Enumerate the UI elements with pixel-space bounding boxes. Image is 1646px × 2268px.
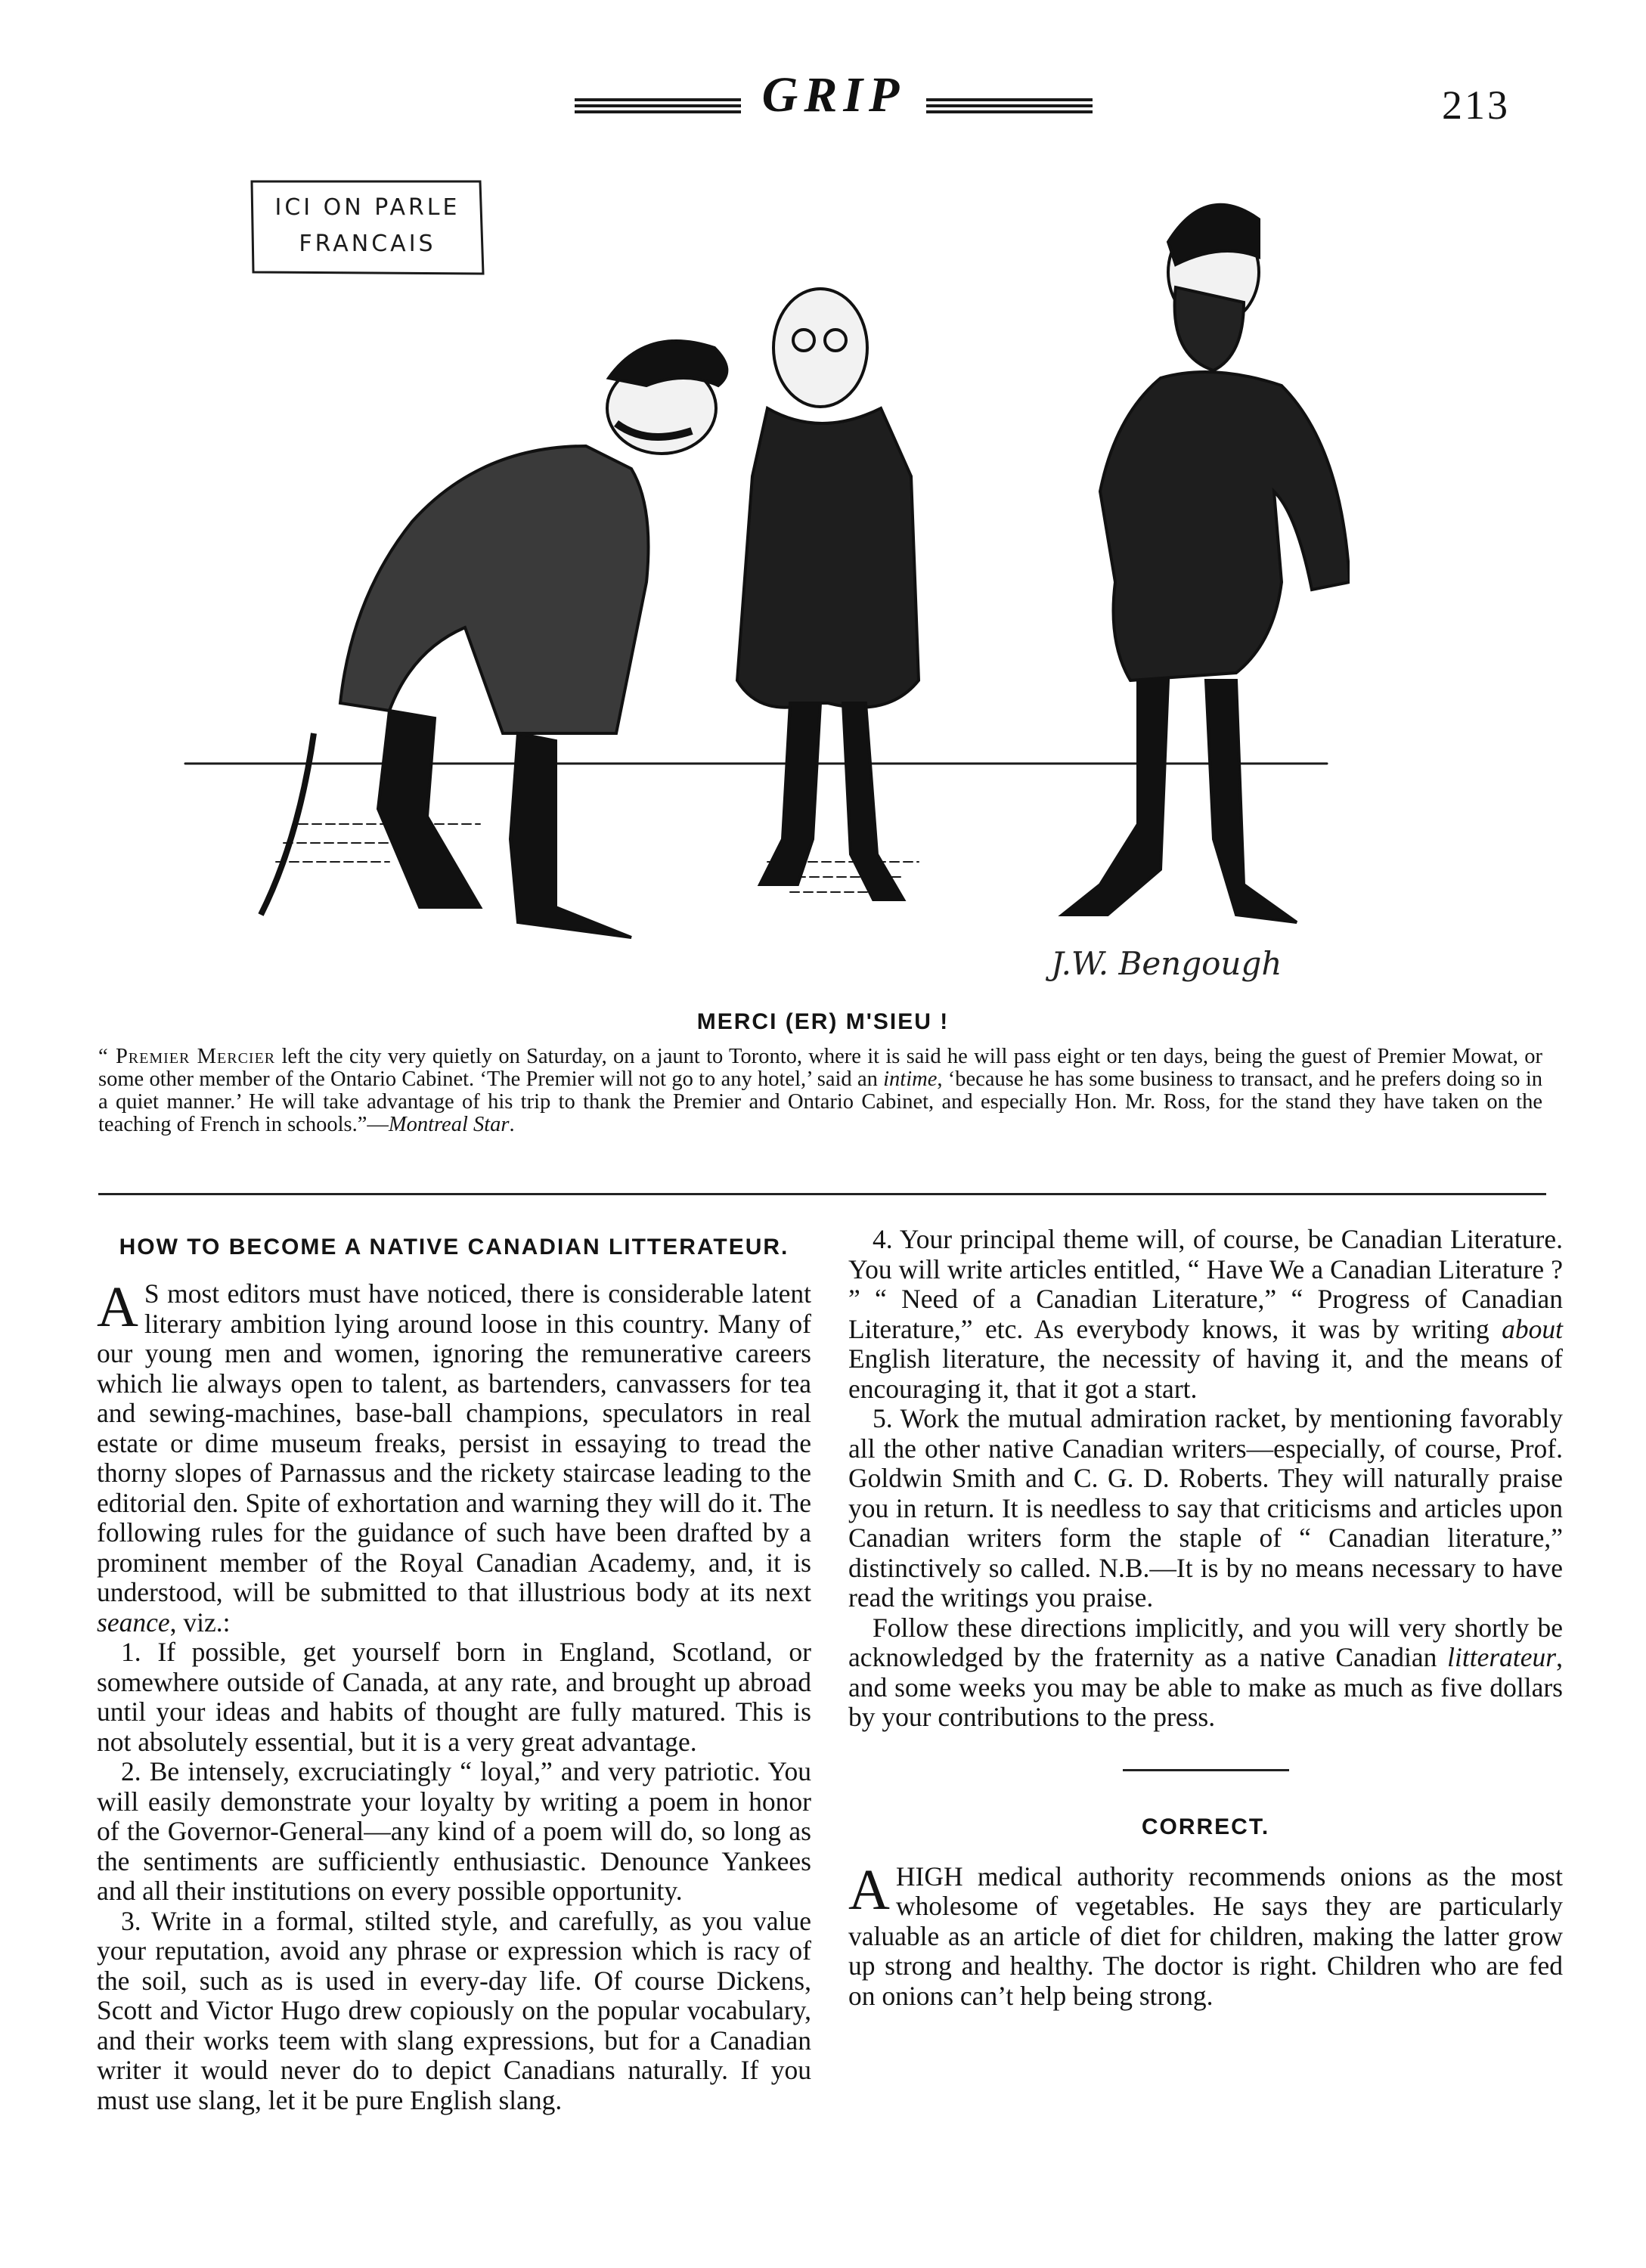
column-divider <box>1123 1769 1289 1771</box>
cartoon-quote <box>98 1046 1542 1136</box>
closing-text-b: , and some weeks you may be able to make as much as five dollars by your contributions to the press. <box>848 1642 1563 1732</box>
rule-4-text-a: 4. Your principal theme will, of course, be Canadian Literature. You will write articles entitled, “ Have We a Canadian Literature ? ” “ Need of a Canadian Literature,” “ Progress of Canadian Literature,” etc. As everybody knows, it was by writing <box>848 1224 1563 1344</box>
rule-2: 2. Be intensely, excruciatingly “ loyal,” and very patriotic. You will easily demonstrate your loyalty by writing a poem in honor of the Governor-General—any kind of a poem will do, so long as the sentiments are sufficiently enthusiastic. Denounce Yankees and all their institutions on every possible opportunity. <box>97 1756 811 1906</box>
masthead-rule-right <box>926 95 1093 118</box>
masthead-rule-left <box>575 95 741 118</box>
drop-cap-2: A <box>848 1857 890 1922</box>
sign-line-1: ICI ON PARLE <box>274 194 460 221</box>
right-column <box>848 1225 1563 2011</box>
masthead <box>0 60 1646 144</box>
masthead-title: GRIP <box>761 67 906 122</box>
cartoon-title: MERCI (ER) M'SIEU ! <box>696 1009 950 1034</box>
article-2-text: HIGH medical authority recommends onions as the most wholesome of vegetables. He says they are particularly valuable as an article of diet for children, making the latter grow up strong and healthy. The doctor is right. Children who are fed on onions can’t help being strong. <box>848 1861 1563 2011</box>
intro-seance: seance <box>97 1606 170 1637</box>
quote-part-2: , ‘because he has some business to transact, and he prefers doing so in a quiet manner.’ He will take advantage of his trip to thank the Premier and Ontario Cabinet, and especially Hon. Mr. Ross, for the stand they have taken on the teaching of French in schools.”— <box>98 1067 1542 1136</box>
closing-text-a: Follow these directions implicitly, and you will very shortly be acknowledged by the fraternity as a native Canadian <box>848 1612 1563 1672</box>
article-heading: HOW TO BECOME A NATIVE CANADIAN LITTERATEUR. <box>119 1235 789 1259</box>
article-closing <box>848 1613 1563 1733</box>
cartoon-illustration <box>163 159 1350 1002</box>
rule-3: 3. Write in a formal, stilted style, and carefully, as you value your reputation, avoid any phrase or expression which is racy of the soil, such as is used in every-day life. Of course Dickens, Scott and Victor Hugo drew copiously on the popular vocabulary, and their works teem with slang expressions, but for a Canadian writer it would never do to depict Canadians naturally. If you must use slang, let it be pure English slang. <box>97 1905 811 2115</box>
sign-line-2: FRANCAIS <box>299 231 436 257</box>
quote-part-1: left the city very quietly on Saturday, on a jaunt to Toronto, where it is said he will pass eight or ten days, being the guest of Premier Mowat, or some other member of the Ontario Cabinet. ‘The Premier will not go to any hotel,’ said an <box>98 1045 1542 1091</box>
quote-lead: “ Premier Mercier <box>98 1045 276 1068</box>
rule-4 <box>848 1225 1563 1404</box>
section-divider <box>98 1193 1546 1195</box>
article-intro <box>97 1275 811 1637</box>
quote-source: Montreal Star <box>388 1113 510 1136</box>
rule-5: 5. Work the mutual admiration racket, by mentioning favorably all the other native Canadian writers—especially, of course, Prof. Goldwin Smith and C. G. D. Roberts. They will naturally praise you in return. It is needless to say that criticisms and articles upon Canadian writers form the staple of “ Canadian literature,” distinctively so called. N.B.—It is by no means necessary to have read the writings you praise. <box>848 1403 1563 1613</box>
cartoon-sign <box>250 185 485 276</box>
intro-text-a: S most editors must have noticed, there is considerable latent literary ambition lying around loose in this country. Many of our young men and women, ignoring the remunerative careers which lie always open to talent, as bartenders, canvassers for tea and sewing-machines, base-ball champions, speculators in real estate or dime museum freaks, persist in essaying to tread the thorny slopes of Parnassus and the rickety staircase leading to the editorial den. Spite of exhortation and warning they will do it. The following rules for the guidance of such have been drafted by a prominent member of the Royal Canadian Academy, and, it is understood, will be submitted to that illustrious body at its next <box>97 1278 811 1607</box>
intro-text-b: , viz.: <box>169 1606 231 1637</box>
article-2-body <box>848 1857 1563 2012</box>
drop-cap: A <box>97 1275 138 1339</box>
quote-end: . <box>509 1113 515 1136</box>
left-column <box>97 1225 811 2115</box>
article-2-heading: CORRECT. <box>1141 1814 1270 1839</box>
rule-4-about: about <box>1502 1313 1563 1344</box>
rule-4-text-b: English literature, the necessity of having it, and the means of encouraging it, that it got a start. <box>848 1343 1563 1404</box>
cartoon-drawing <box>163 159 1350 1002</box>
closing-litterateur: litterateur <box>1447 1642 1557 1672</box>
quote-intime: intime <box>883 1067 938 1091</box>
page-number: 213 <box>1442 82 1510 128</box>
artist-signature: J.W. Bengough <box>1051 945 1282 982</box>
rule-1: 1. If possible, get yourself born in England, Scotland, or somewhere outside of Canada, at any rate, and brought up abroad until your ideas and habits of thought are fully matured. This is not absolutely essential, but it is a very great advantage. <box>97 1637 811 1757</box>
